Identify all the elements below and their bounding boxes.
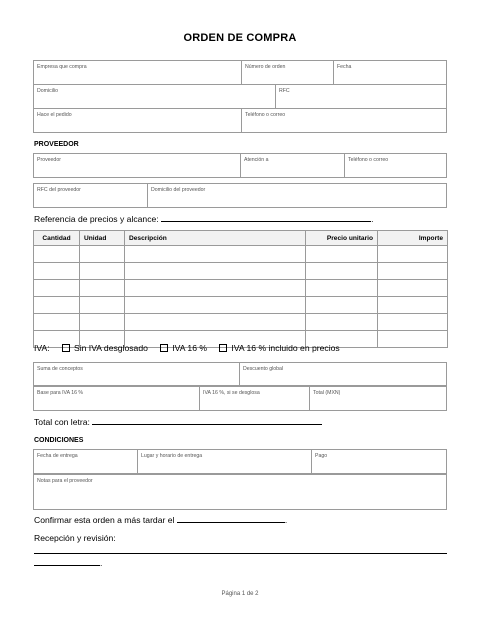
iva-option-no-breakdown[interactable]: Sin IVA desglosado [62,343,148,353]
table-row [34,297,448,314]
field-provider-notes[interactable]: Notas para el proveedor [37,478,93,484]
items-table [33,230,448,348]
table-row [34,314,448,331]
buyer-row-1 [33,60,447,85]
confirm-blank[interactable] [177,514,285,523]
totals-row-1 [33,362,447,386]
provider-row-1 [33,153,447,178]
review-blank-line-2[interactable] [34,557,100,566]
provider-row-2 [33,183,447,208]
cell-unit[interactable] [80,314,125,331]
field-delivery-place[interactable]: Lugar y horario de entrega [138,450,312,473]
cell-unit[interactable] [80,246,125,263]
field-provider-address[interactable]: Domicilio del proveedor [151,187,206,193]
cell-amount[interactable] [378,263,448,280]
buyer-row-2 [33,84,447,109]
cell-description[interactable] [125,280,306,297]
field-total[interactable]: Total (MXN) [313,390,341,396]
checkbox-icon[interactable] [160,344,168,352]
review-blank-line-1[interactable] [34,543,447,554]
total-letter-blank[interactable] [92,416,322,425]
col-quantity: Cantidad [34,231,80,246]
cell-quantity[interactable] [34,280,80,297]
total-letter-line: Total con letra: [34,416,322,427]
cell-unit-price[interactable] [306,297,378,314]
conditions-row-1 [33,449,447,474]
cell-description[interactable] [125,263,306,280]
cell-quantity[interactable] [34,246,80,263]
cell-amount[interactable] [378,314,448,331]
field-payment[interactable]: Pago [315,453,328,459]
field-delivery-date[interactable]: Fecha de entrega [34,450,138,473]
field-date[interactable]: Fecha [337,64,352,70]
cell-amount[interactable] [378,297,448,314]
buyer-row-3 [33,108,447,133]
field-sum-of-items[interactable]: Suma de conceptos [34,363,240,385]
conditions-row-2 [33,474,447,510]
section-conditions: CONDICIONES [34,437,84,444]
review-label: Recepción y revisión: [34,533,116,543]
page-title: ORDEN DE COMPRA [183,32,297,44]
field-provider-phone[interactable]: Teléfono o correo [348,157,389,163]
cell-unit-price[interactable] [306,314,378,331]
cell-amount[interactable] [378,331,448,348]
field-address[interactable]: Domicilio [34,85,276,108]
iva-option-included[interactable]: IVA 16 % incluido en precios [219,343,339,353]
totals-row-2 [33,386,447,411]
cell-description[interactable] [125,297,306,314]
cell-unit[interactable] [80,263,125,280]
iva-option-16[interactable]: IVA 16 % [160,343,207,353]
field-order-number[interactable]: Número de orden [242,61,334,84]
cell-quantity[interactable] [34,297,80,314]
field-iva-amount[interactable]: IVA 16 %, si se desglosa [200,387,310,410]
col-description: Descripción [125,231,306,246]
table-row [34,263,448,280]
field-provider-rfc[interactable]: RFC del proveedor [34,184,148,207]
table-row [34,280,448,297]
table-row [34,246,448,263]
review-line-2: . [34,557,102,568]
cell-amount[interactable] [378,280,448,297]
checkbox-icon[interactable] [219,344,227,352]
field-attention[interactable]: Atención a [241,154,345,177]
cell-unit-price[interactable] [306,280,378,297]
col-unit: Unidad [80,231,125,246]
cell-quantity[interactable] [34,263,80,280]
reference-blank[interactable] [161,213,371,222]
cell-unit[interactable] [80,297,125,314]
cell-description[interactable] [125,314,306,331]
field-buying-company[interactable]: Empresa que compra [34,61,242,84]
reference-line: Referencia de precios y alcance: . [34,214,374,224]
cell-description[interactable] [125,246,306,263]
checkbox-icon[interactable] [62,344,70,352]
cell-unit-price[interactable] [306,246,378,263]
section-provider: PROVEEDOR [34,141,79,148]
field-global-discount[interactable]: Descuento global [243,366,284,372]
cell-unit-price[interactable] [306,263,378,280]
field-provider[interactable]: Proveedor [34,154,241,177]
cell-amount[interactable] [378,246,448,263]
col-unit-price: Precio unitario [306,231,378,246]
page-number: Página 1 de 2 [221,591,259,597]
items-header-row [34,231,448,246]
cell-unit[interactable] [80,280,125,297]
field-iva-base[interactable]: Base para IVA 16 % [34,387,200,410]
field-ordered-by[interactable]: Hace el pedido [34,109,242,132]
field-rfc[interactable]: RFC [279,88,290,94]
confirm-line: Confirmar esta orden a más tardar el . [34,515,288,525]
iva-options: IVA: Sin IVA desglosado IVA 16 % IVA 16 % incluido en precios [34,343,340,353]
cell-quantity[interactable] [34,314,80,331]
field-phone-email[interactable]: Teléfono o correo [245,112,286,118]
col-amount: Importe [378,231,448,246]
